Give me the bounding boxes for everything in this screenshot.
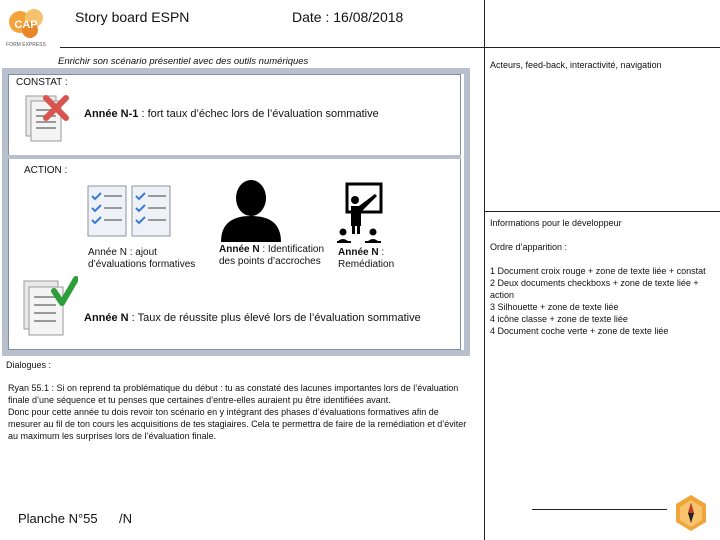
action-item-2 <box>219 244 329 268</box>
logo-icon <box>6 4 46 56</box>
action-item-3 <box>338 247 438 271</box>
list-item: 4 Document coche verte + zone de texte liée <box>490 326 669 336</box>
action-item-3-text: : Remédiation <box>338 247 395 270</box>
right-bottom-line <box>532 509 667 510</box>
planche-total: /N <box>119 511 132 526</box>
checklist-documents-icon <box>86 184 172 240</box>
list-item: 1 Document croix rouge + zone de texte liée + constat <box>490 266 706 276</box>
dialogue-paragraph-1: Ryan 55.1 : Si on reprend ta problématique du début : tu as constaté des lacunes importantes lors de l’évaluation finale d’une séquence et tu penses que certaines d’entre-elles auraient pu être identifiées avant. <box>8 383 459 405</box>
compass-hexagon-icon[interactable] <box>674 494 708 532</box>
list-item: 2 Deux documents checkboxs + zone de texte liée + action <box>490 278 699 300</box>
action-item-2-year: Année N <box>219 244 260 255</box>
person-silhouette-icon <box>216 178 286 242</box>
constat-heading: CONSTAT : <box>16 77 68 88</box>
dialogue-paragraph-2: Donc pour cette année tu dois revoir ton scénario en y intégrant des phases d’évaluations formatives afin de mesurer au fil de ton cours les acquisitions de tes stagiaires. Cela te permettra de faire de la remédiation et d’éviter au maximum les surprises lors de l’évaluation finale. <box>8 407 467 441</box>
dev-info-heading: Informations pour le développeur <box>490 218 622 228</box>
action-result-year: Année N <box>84 312 129 324</box>
constat-year: Année N-1 <box>84 108 139 120</box>
dev-order-label: Ordre d’apparition : <box>490 242 568 252</box>
action-item-2-text: : Identification des points d’accroches <box>219 244 325 267</box>
classroom-icon <box>335 182 385 246</box>
document-green-check-icon <box>22 275 78 341</box>
scene-separator <box>8 155 461 159</box>
page-title: Story board ESPN <box>75 9 190 25</box>
document-red-cross-icon <box>24 92 72 144</box>
dialogues-heading: Dialogues : <box>6 360 52 370</box>
action-result-text: : Taux de réussite plus élevé lors de l’évaluation sommative <box>128 312 421 324</box>
logo <box>6 4 46 56</box>
constat-description: : fort taux d’échec lors de l’évaluation sommative <box>138 108 379 120</box>
action-item-1: Année N : ajout d’évaluations formatives <box>88 247 196 270</box>
subtitle-left: Enrichir son scénario présentiel avec des outils numériques <box>58 56 309 67</box>
planche-number: Planche N°55 <box>18 511 98 526</box>
svg-text:CAP: CAP <box>14 19 38 31</box>
action-heading: ACTION : <box>24 165 68 176</box>
column-divider <box>484 0 485 540</box>
dialogue-text <box>8 382 474 442</box>
header-divider <box>60 47 720 48</box>
list-item: 4 icône classe + zone de texte liée <box>490 314 628 324</box>
logo-subtext: FORM EXPRESS <box>6 42 46 48</box>
dev-order-list <box>490 265 718 337</box>
action-item-3-year: Année N <box>338 247 379 258</box>
subtitle-right: Acteurs, feed-back, interactivité, navigation <box>490 60 662 70</box>
right-divider-1 <box>484 211 720 212</box>
list-item: 3 Silhouette + zone de texte liée <box>490 302 619 312</box>
action-result <box>84 312 454 325</box>
constat-text <box>84 108 454 121</box>
date-label: Date : 16/08/2018 <box>292 9 404 25</box>
